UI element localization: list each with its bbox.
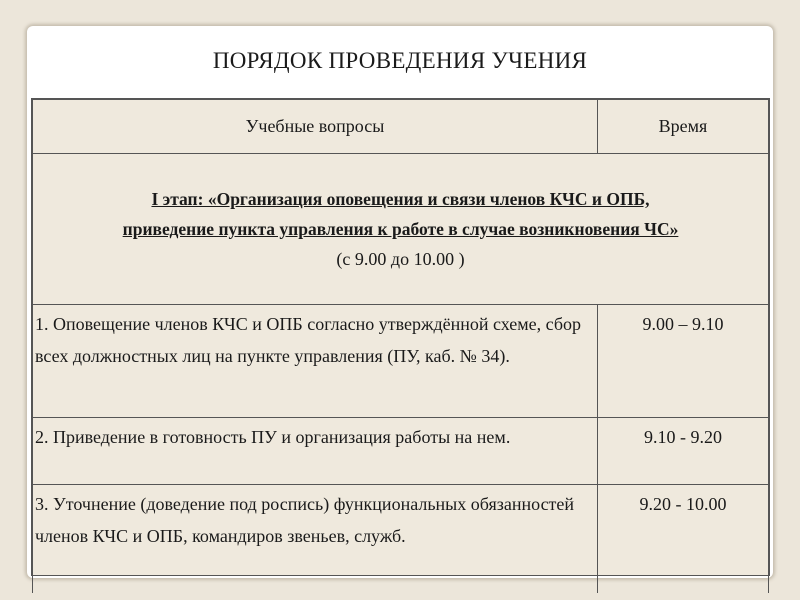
- schedule-table: [32, 99, 769, 593]
- question-cell: [33, 305, 598, 418]
- header-time: Время: [598, 100, 769, 154]
- question-cell: [33, 485, 598, 594]
- question-cell: [33, 418, 598, 485]
- stage-row: [33, 154, 769, 305]
- table-row: [33, 418, 769, 485]
- table-row: [33, 485, 769, 594]
- question-text: 2. Приведение в готовность ПУ и организация работы на нем.: [35, 427, 511, 447]
- question-text: 1. Оповещение членов КЧС и ОПБ согласно утверждённой схеме, сбор всех должностных лиц на пункте управления (ПУ, каб. № 34).: [35, 314, 582, 366]
- schedule-table-frame: [31, 98, 770, 576]
- stage-period: (с 9.00 до 10.00 ): [336, 249, 465, 269]
- stage-title-line-2: приведение пункта управления к работе в случае возникновения ЧС»: [122, 219, 679, 239]
- table-row: [33, 305, 769, 418]
- table-header-row: [33, 100, 769, 154]
- time-cell: 9.00 – 9.10: [598, 305, 769, 418]
- header-questions: Учебные вопросы: [33, 100, 598, 154]
- time-cell: 9.20 - 10.00: [598, 485, 769, 594]
- stage-cell: [33, 154, 769, 305]
- stage-title-line-1: I этап: «Организация оповещения и связи членов КЧС и ОПБ,: [151, 189, 650, 209]
- time-cell: 9.10 - 9.20: [598, 418, 769, 485]
- question-text: 3. Уточнение (доведение под роспись) функциональных обязанностей членов КЧС и ОПБ, командиров звеньев, служб.: [35, 494, 575, 546]
- page-title: ПОРЯДОК ПРОВЕДЕНИЯ УЧЕНИЯ: [212, 48, 588, 73]
